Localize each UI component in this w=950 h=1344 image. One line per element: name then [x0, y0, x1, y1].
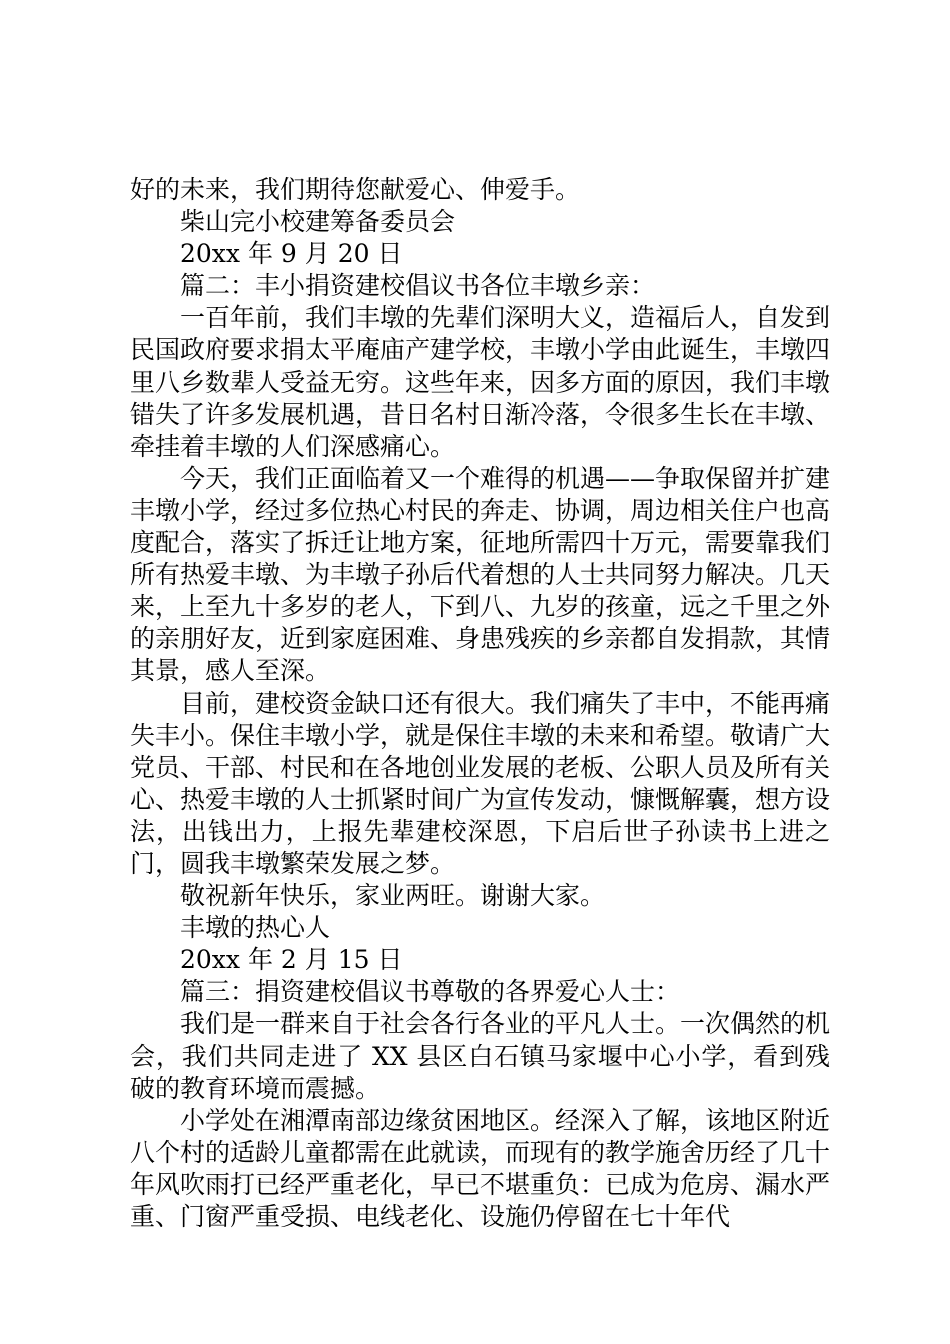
document-body — [130, 174, 830, 1233]
paragraph-closing-line: 好的未来，我们期待您献爱心、伸爱手。 — [130, 175, 581, 204]
section-heading-3: 篇三：捐资建校倡议书尊敬的各界爱心人士： — [180, 977, 681, 1007]
date-line-1: 20xx 年 9 月 20 日 — [180, 239, 403, 269]
paragraph-history: 一百年前，我们丰墩的先辈们深明大义，造福后人，自发到民国政府要求捐太平庵庙产建学校，丰墩小学由此诞生，丰墩四里八乡数辈人受益无穷。这些年来，因多方面的原因，我们丰墩错失了许多发展机遇，昔日名村日渐冷落，令很多生长在丰墩、牵挂着丰墩的人们深感痛心。 — [130, 303, 831, 461]
paragraph-introduction: 我们是一群来自于社会各行各业的平凡人士。一次偶然的机会，我们共同走进了 XX 县区白石镇马家堰中心小学，看到残破的教育环境而震撼。 — [130, 1009, 831, 1103]
paragraph-appeal: 目前，建校资金缺口还有很大。我们痛失了丰中，不能再痛失丰小。保住丰墩小学，就是保住丰墩的未来和希望。敬请广大党员、干部、村民和在各地创业发展的老板、公职人员及所有关心、热爱丰墩的人士抓紧时间广为宣传发动，慷慨解囊，想方设法，出钱出力，上报先辈建校深恩，下启后世子孙读书上进之门，圆我丰墩繁荣发展之梦。 — [130, 688, 831, 878]
signature-committee: 柴山完小校建筹备委员会 — [180, 207, 456, 237]
signature-supporters: 丰墩的热心人 — [180, 913, 331, 943]
paragraph-opportunity: 今天，我们正面临着又一个难得的机遇——争取保留并扩建丰墩小学，经过多位热心村民的奔走、协调，周边相关住户也高度配合，落实了拆迁让地方案，征地所需四十万元，需要靠我们所有热爱丰墩、为丰墩子孙后代着想的人士共同努力解决。几天来，上至九十多岁的老人，下到八、九岁的孩童，远之千里之外的亲朋好友，近到家庭困难、身患残疾的乡亲都自发捐款，其情其景，感人至深。 — [130, 463, 831, 686]
paragraph-greeting: 敬祝新年快乐，家业两旺。谢谢大家。 — [180, 881, 606, 911]
section-heading-2: 篇二：丰小捐资建校倡议书各位丰墩乡亲： — [180, 271, 656, 301]
date-line-2: 20xx 年 2 月 15 日 — [180, 945, 403, 975]
paragraph-school-condition: 小学处在湘潭南部边缘贫困地区。经深入了解，该地区附近八个村的适龄儿童都需在此就读，而现有的教学施舍历经了几十年风吹雨打已经严重老化，早已不堪重负：已成为危房、漏水严重、门窗严重受损、电线老化、设施仍停留在七十年代 — [130, 1105, 831, 1231]
